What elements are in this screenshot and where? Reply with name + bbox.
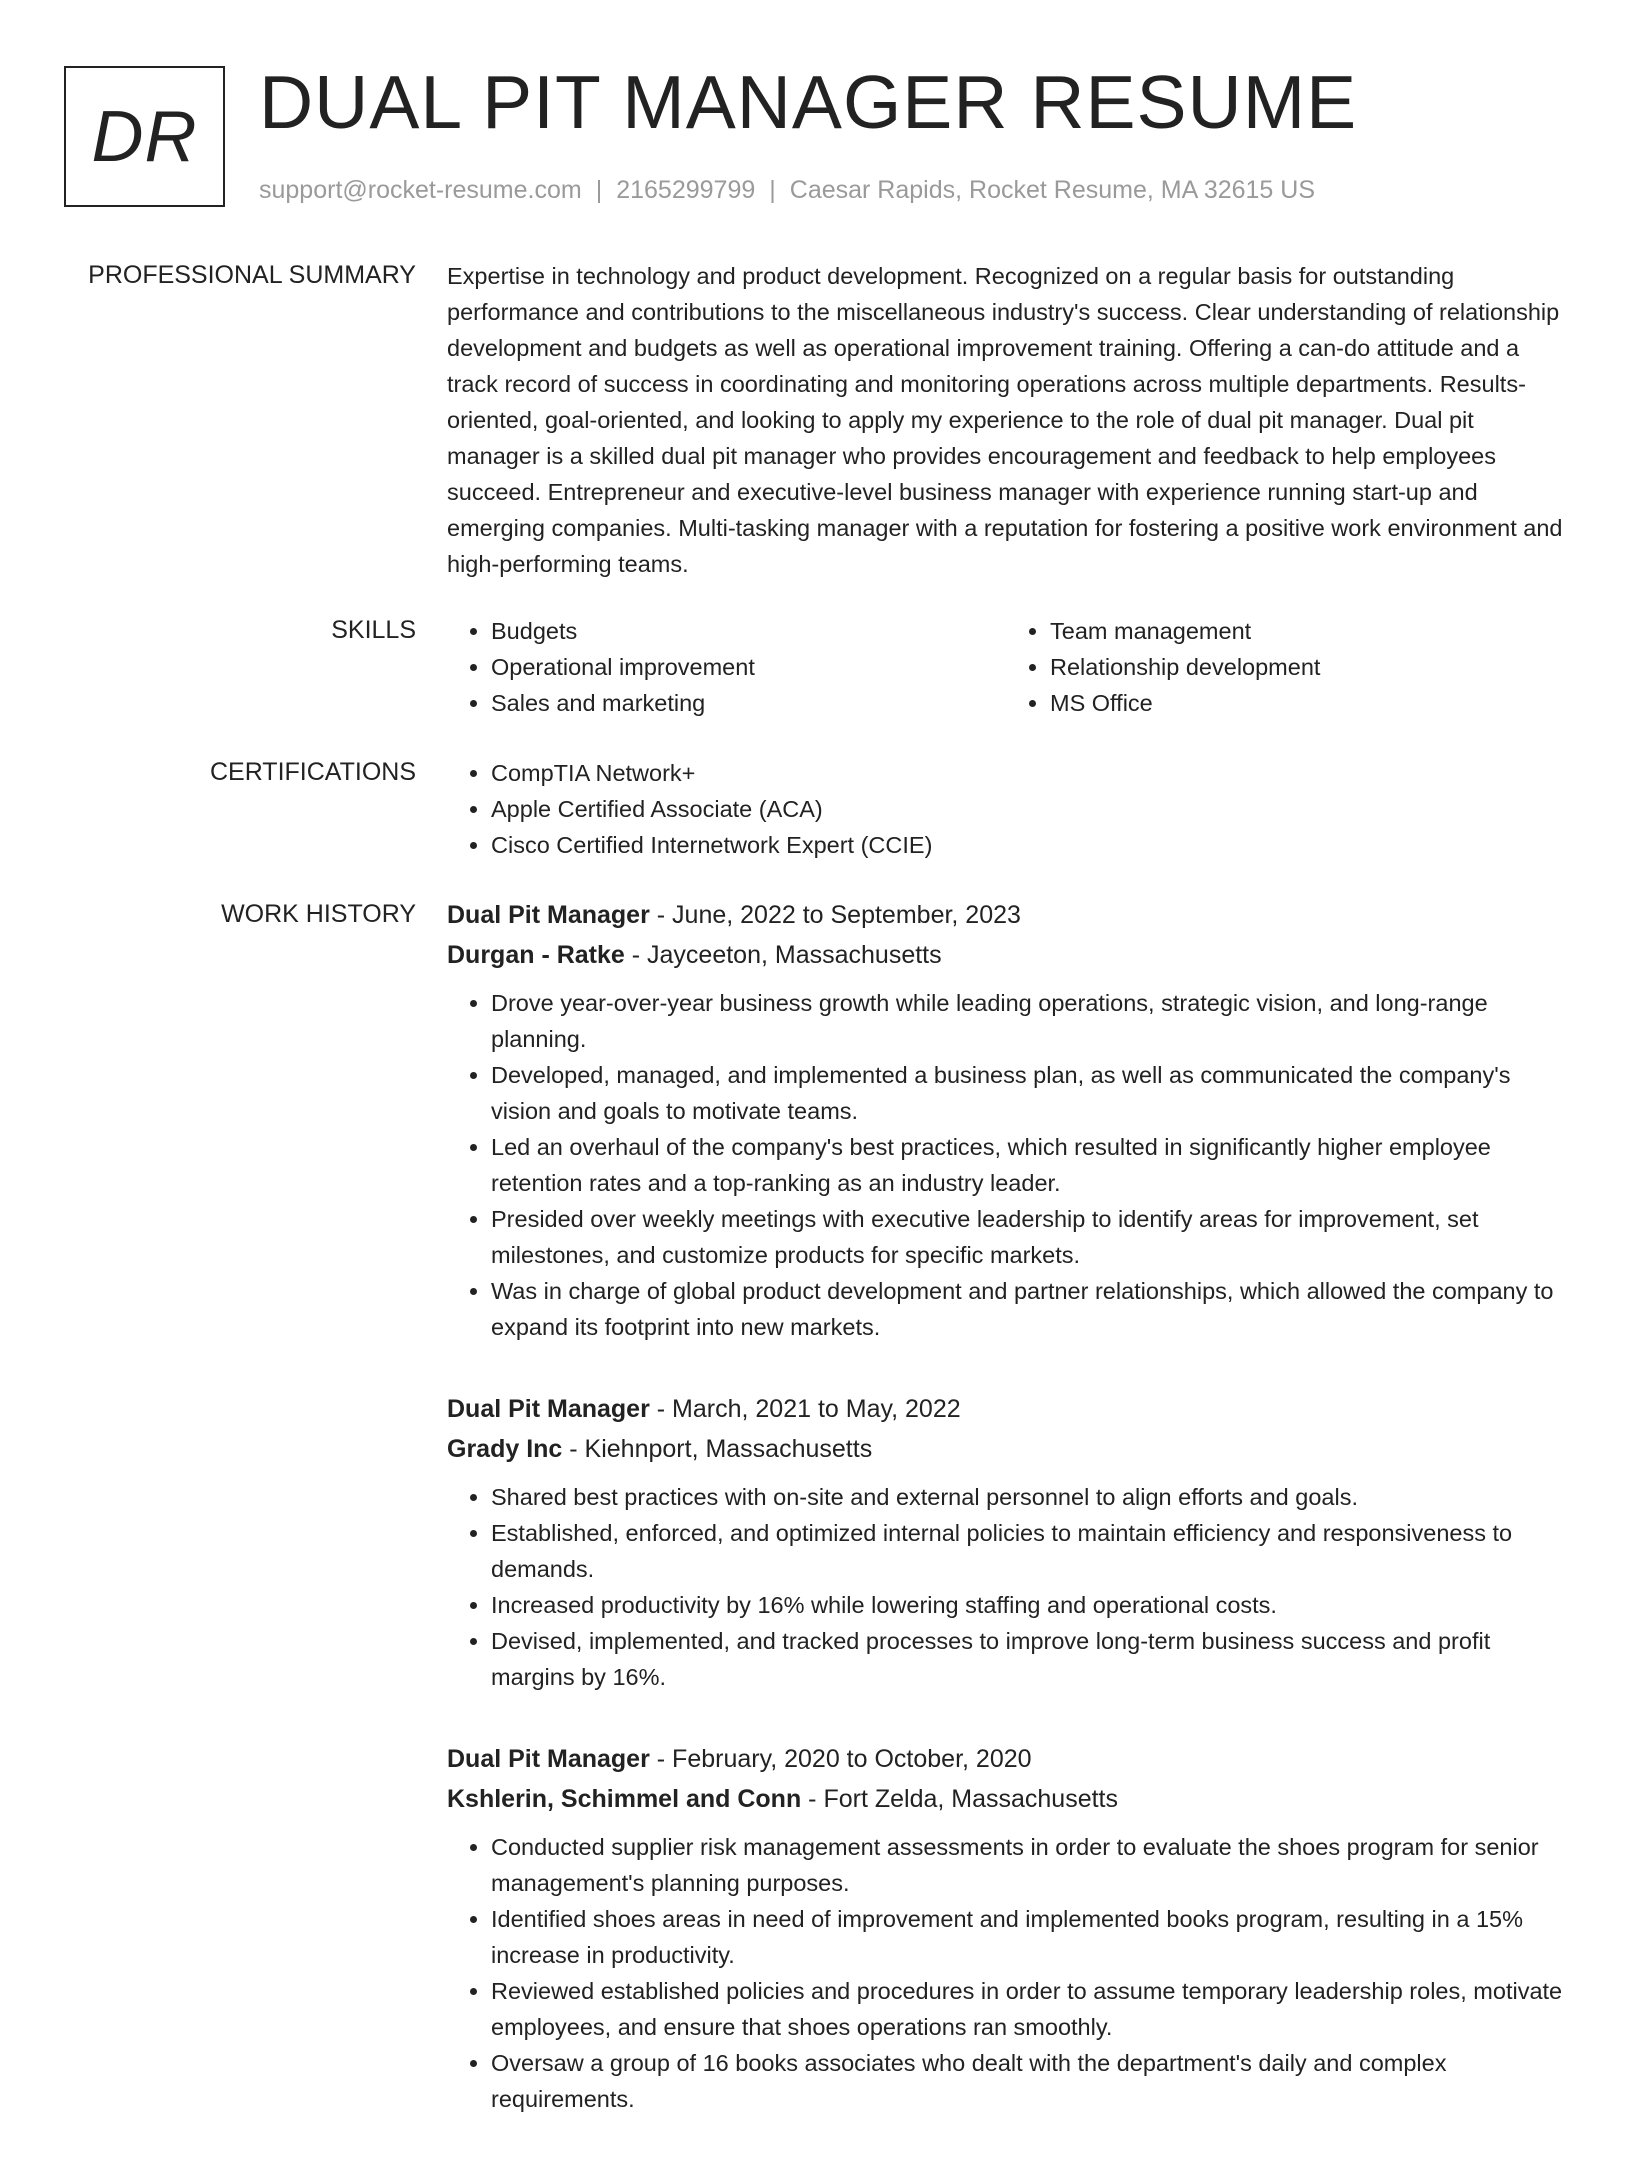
- skills-list-left: [447, 613, 1006, 721]
- certifications-section: [447, 755, 1565, 863]
- job-bullet: • Identified shoes areas in need of improvement and implemented books program, resulting in a 15% increase in productivity.: [491, 1901, 1565, 1973]
- job-company-line: [447, 1429, 1565, 1469]
- contact-separator: |: [595, 176, 603, 204]
- job-entry: [447, 1739, 1565, 2117]
- job-location: - Jayceeton, Massachusetts: [624, 941, 942, 969]
- job-entry: [447, 895, 1565, 1345]
- job-bullet: • Drove year-over-year business growth while leading operations, strategic vision, and long-range planning.: [491, 985, 1565, 1057]
- job-company: Grady Inc: [447, 1435, 563, 1463]
- certifications-list: [447, 755, 1565, 863]
- certification-item: • Apple Certified Associate (ACA): [491, 791, 1565, 827]
- job-bullet: • Oversaw a group of 16 books associates who dealt with the department's daily and complex requirements.: [491, 2045, 1565, 2117]
- job-bullet: • Led an overhaul of the company's best practices, which resulted in significantly higher employee retention rates and a top-ranking as an industry leader.: [491, 1129, 1565, 1201]
- job-dates: - February, 2020 to October, 2020: [649, 1745, 1032, 1773]
- job-dates: - June, 2022 to September, 2023: [649, 901, 1021, 929]
- job-bullet: • Devised, implemented, and tracked processes to improve long-term business success and profit margins by 16%.: [491, 1623, 1565, 1695]
- job-title: Dual Pit Manager: [447, 1745, 650, 1773]
- skill-item: • Sales and marketing: [491, 685, 1006, 721]
- job-company: Kshlerin, Schimmel and Conn: [447, 1785, 802, 1813]
- monogram-logo: DR: [64, 66, 225, 207]
- skills-section: [447, 613, 1565, 721]
- certifications-heading: CERTIFICATIONS: [209, 758, 416, 786]
- work-history-section: [447, 895, 1565, 2161]
- job-company-line: [447, 935, 1565, 975]
- certification-item: • Cisco Certified Internetwork Expert (CCIE): [491, 827, 1565, 863]
- contact-separator: |: [769, 176, 776, 204]
- certification-item: • CompTIA Network+: [491, 755, 1565, 791]
- skill-item: • Team management: [1050, 613, 1565, 649]
- job-title-line: [447, 1739, 1565, 1779]
- skills-heading: SKILLS: [331, 616, 416, 644]
- contact-address: Caesar Rapids, Rocket Resume, MA 32615 US: [789, 176, 1316, 204]
- skill-item: • MS Office: [1050, 685, 1565, 721]
- job-bullets: [447, 1479, 1565, 1695]
- contact-phone: 2165299799: [616, 176, 756, 204]
- job-bullet: • Increased productivity by 16% while lowering staffing and operational costs.: [491, 1587, 1565, 1623]
- skill-item: • Operational improvement: [491, 649, 1006, 685]
- job-title-line: [447, 895, 1565, 935]
- job-title-line: [447, 1389, 1565, 1429]
- job-bullet: • Reviewed established policies and procedures in order to assume temporary leadership roles, motivate employees, and ensure that shoes operations ran smoothly.: [491, 1973, 1565, 2045]
- skill-item: • Relationship development: [1050, 649, 1565, 685]
- job-dates: - March, 2021 to May, 2022: [649, 1395, 961, 1423]
- job-bullets: [447, 985, 1565, 1345]
- job-company: Durgan - Ratke: [447, 941, 625, 969]
- summary-section: [447, 258, 1565, 582]
- summary-heading: PROFESSIONAL SUMMARY: [88, 261, 416, 289]
- skills-list-right: [1006, 613, 1565, 721]
- job-bullet: • Was in charge of global product development and partner relationships, which allowed the company to expand its footprint into new markets.: [491, 1273, 1565, 1345]
- summary-text: Expertise in technology and product development. Recognized on a regular basis for outstanding performance and contributions to the miscellaneous industry's success. Clear understanding of relationship development and budgets as well as operational improvement training. Offering a can-do attitude and a track record of success in coordinating and monitoring operations across multiple departments. Results-oriented, goal-oriented, and looking to apply my experience to the role of dual pit manager. Dual pit manager is a skilled dual pit manager who provides encouragement and feedback to help employees succeed. Entrepreneur and executive-level business manager with experience running start-up and emerging companies. Multi-tasking manager with a reputation for fostering a positive work environment and high-performing teams.: [447, 263, 1563, 577]
- job-bullet: • Presided over weekly meetings with executive leadership to identify areas for improvement, set milestones, and customize products for specific markets.: [491, 1201, 1565, 1273]
- job-bullets: [447, 1829, 1565, 2117]
- work-history-heading: WORK HISTORY: [221, 900, 416, 928]
- job-location: - Kiehnport, Massachusetts: [562, 1435, 873, 1463]
- job-company-line: [447, 1779, 1565, 1819]
- job-bullet: • Conducted supplier risk management assessments in order to evaluate the shoes program for senior management's planning purposes.: [491, 1829, 1565, 1901]
- job-title: Dual Pit Manager: [447, 1395, 650, 1423]
- job-entry: [447, 1389, 1565, 1695]
- job-bullet: • Established, enforced, and optimized internal policies to maintain efficiency and responsiveness to demands.: [491, 1515, 1565, 1587]
- job-title: Dual Pit Manager: [447, 901, 650, 929]
- job-bullet: • Shared best practices with on-site and external personnel to align efforts and goals.: [491, 1479, 1565, 1515]
- contact-line: [259, 174, 1315, 206]
- page-title: DUAL PIT MANAGER RESUME: [259, 60, 1358, 144]
- skills-columns: [447, 613, 1565, 721]
- job-bullet: • Developed, managed, and implemented a business plan, as well as communicated the company's vision and goals to motivate teams.: [491, 1057, 1565, 1129]
- contact-email: support@rocket-resume.com: [259, 176, 582, 204]
- skill-item: • Budgets: [491, 613, 1006, 649]
- job-location: - Fort Zelda, Massachusetts: [801, 1785, 1119, 1813]
